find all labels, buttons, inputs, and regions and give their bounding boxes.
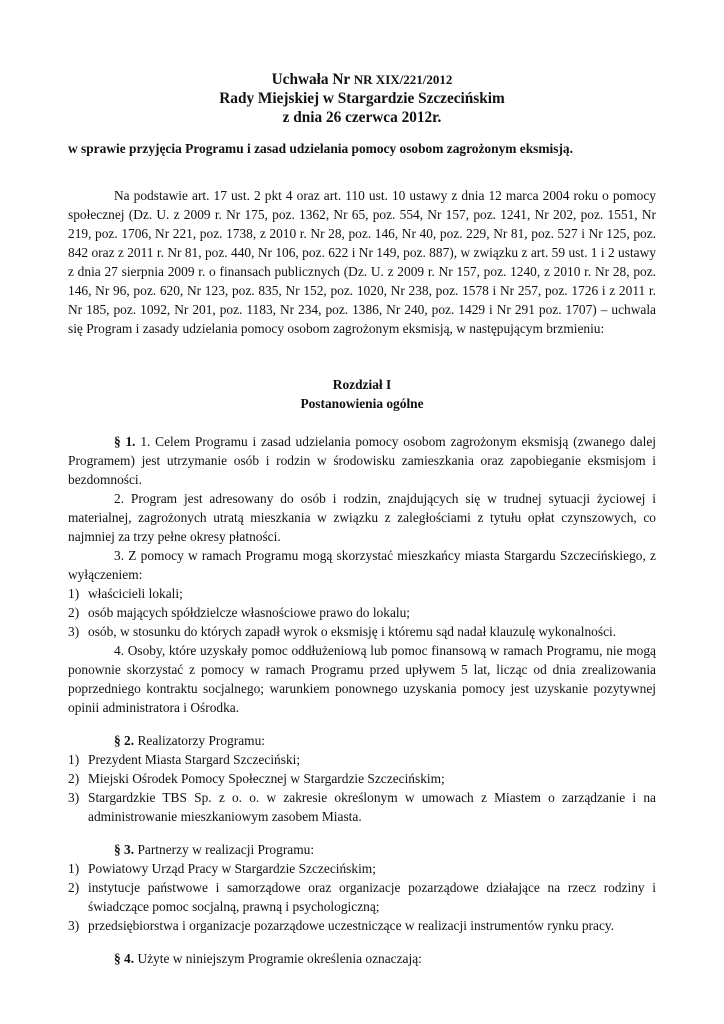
- resolution-subject: w sprawie przyjęcia Programu i zasad udzielania pomocy osobom zagrożonym eksmisją.: [68, 141, 573, 156]
- chapter-number: Rozdział I: [332, 377, 392, 392]
- section-1-para-3: 3. Z pomocy w ramach Programu mogą skorzystać mieszkańcy miasta Stargardu Szczecińskiego, z wyłączeniem:: [68, 548, 656, 582]
- list-item: [68, 859, 656, 878]
- document-page: [68, 70, 656, 968]
- list-item-number: 1): [68, 752, 80, 767]
- list-item-number: 2): [68, 605, 80, 620]
- section-3: [68, 840, 656, 935]
- title-number: NR XIX/221/2012: [353, 72, 453, 87]
- section-4-heading-text: Użyte w niniejszym Programie określenia oznaczają:: [134, 951, 422, 966]
- implementers-list: [68, 750, 656, 826]
- list-item-text: przedsiębiorstwa i organizacje pozarządowe uczestniczące w realizacji instrumentów rynku pracy.: [88, 918, 615, 933]
- chapter-heading: [68, 375, 656, 413]
- section-2: [68, 731, 656, 826]
- section-3-heading-text: Partnerzy w realizacji Programu:: [134, 842, 315, 857]
- list-item: [68, 750, 656, 769]
- section-3-mark: § 3.: [114, 842, 135, 857]
- section-4-mark: § 4.: [114, 951, 135, 966]
- section-2-heading: [68, 731, 656, 750]
- chapter-name: Postanowienia ogólne: [300, 396, 424, 411]
- section-2-mark: § 2.: [114, 733, 135, 748]
- list-item-text: osób, w stosunku do których zapadł wyrok o eksmisję i któremu sąd nadał klauzulę wykonalności.: [88, 624, 617, 639]
- section-1-para-1-text: 1. Celem Programu i zasad udzielania pomocy osobom zagrożonym eksmisją (zwanego dalej Programem) jest utrzymanie osób i rodzin w środowisku zamieszkania oraz zapobieganie eksmisjom i bezdomności.: [68, 434, 656, 487]
- list-item-number: 3): [68, 624, 80, 639]
- list-item-number: 3): [68, 790, 80, 805]
- list-item-number: 2): [68, 771, 80, 786]
- section-1-para-4: 4. Osoby, które uzyskały pomoc oddłużeniową lub pomoc finansową w ramach Programu, nie mogą ponownie skorzystać z pomocy w ramach Programu przed upływem 5 lat, licząc od dnia zrealizowania poprzedniego kontraktu socjalnego; warunkiem ponownego uzyskania pomocy jest uzyskanie pozytywnej opinii administratora i Ośrodka.: [68, 643, 656, 715]
- list-item: [68, 584, 656, 603]
- partners-list: [68, 859, 656, 935]
- list-item-text: Powiatowy Urząd Pracy w Stargardzie Szczecińskim;: [88, 861, 376, 876]
- list-item-text: osób mających spółdzielcze własnościowe prawo do lokalu;: [88, 605, 411, 620]
- list-item-text: właścicieli lokali;: [88, 586, 183, 601]
- section-1-para-1: [68, 432, 656, 489]
- section-1-para-2: 2. Program jest adresowany do osób i rodzin, znajdujących się w trudnej sytuacji życiowej i materialnej, zagrożonych utratą mieszkania w związku z zaległościami z tytułu opłat czynszowych, co najmniej za trzy pełne okresy płatności.: [68, 491, 656, 544]
- list-item-number: 2): [68, 880, 80, 895]
- list-item-number: 3): [68, 918, 80, 933]
- list-item-text: Stargardzkie TBS Sp. z o. o. w zakresie określonym w umowach z Miastem o zarządzanie i na administrowanie mieszkaniowym zasobem Miasta.: [88, 790, 656, 824]
- issuer: Rady Miejskiej w Stargardzie Szczecińskim: [219, 90, 505, 107]
- list-item-text: Miejski Ośrodek Pomocy Społecznej w Stargardzie Szczecińskim;: [88, 771, 445, 786]
- list-item: [68, 769, 656, 788]
- title-prefix: Uchwała Nr: [271, 71, 354, 88]
- section-3-heading: [68, 840, 656, 859]
- section-1-mark: § 1.: [114, 434, 136, 449]
- section-2-heading-text: Realizatorzy Programu:: [134, 733, 265, 748]
- list-item-number: 1): [68, 861, 80, 876]
- list-item: [68, 878, 656, 916]
- section-4-heading: [68, 949, 656, 968]
- list-item-number: 1): [68, 586, 80, 601]
- list-item: [68, 788, 656, 826]
- resolution-number: [68, 70, 656, 89]
- list-item: [68, 622, 656, 641]
- resolution-date: z dnia 26 czerwca 2012r.: [282, 109, 442, 126]
- document-title: [68, 70, 656, 127]
- list-item-text: Prezydent Miasta Stargard Szczeciński;: [88, 752, 301, 767]
- exclusions-list: [68, 584, 656, 641]
- list-item: [68, 603, 656, 622]
- section-1: [68, 432, 656, 717]
- section-4: [68, 949, 656, 968]
- legal-basis-paragraph: Na podstawie art. 17 ust. 2 pkt 4 oraz art. 110 ust. 10 ustawy z dnia 12 marca 2004 roku o pomocy społecznej (Dz. U. z 2009 r. Nr 175, poz. 1362, Nr 65, poz. 554, Nr 157, poz. 1241, Nr 202, poz. 1551, Nr 219, poz. 1706, Nr 221, poz. 1738, z 2010 r. Nr 28, poz. 146, Nr 40, poz. 229, Nr 81, poz. 527 i Nr 125, poz. 842 oraz z 2011 r. Nr 81, poz. 440, Nr 106, poz. 622 i Nr 149, poz. 887), w związku z art. 59 ust. 1 i 2 ustawy z dnia 27 sierpnia 2009 r. o finansach publicznych (Dz. U. z 2009 r. Nr 157, poz. 1240, z 2010 r. Nr 28, poz. 146, Nr 96, poz. 620, Nr 123, poz. 835, Nr 152, poz. 1020, Nr 238, poz. 1578 i Nr 257, poz. 1726 i z 2011 r. Nr 185, poz. 1092, Nr 201, poz. 1183, Nr 234, poz. 1386, Nr 240, poz. 1429 i Nr 291 poz. 1707) – uchwala się Program i zasady udzielania pomocy osobom zagrożonym eksmisją, w następującym brzmieniu:: [68, 188, 656, 336]
- list-item: [68, 916, 656, 935]
- list-item-text: instytucje państwowe i samorządowe oraz organizacje pozarządowe działające na rzecz rodziny i świadczące pomoc socjalną, prawną i psychologiczną;: [88, 880, 656, 914]
